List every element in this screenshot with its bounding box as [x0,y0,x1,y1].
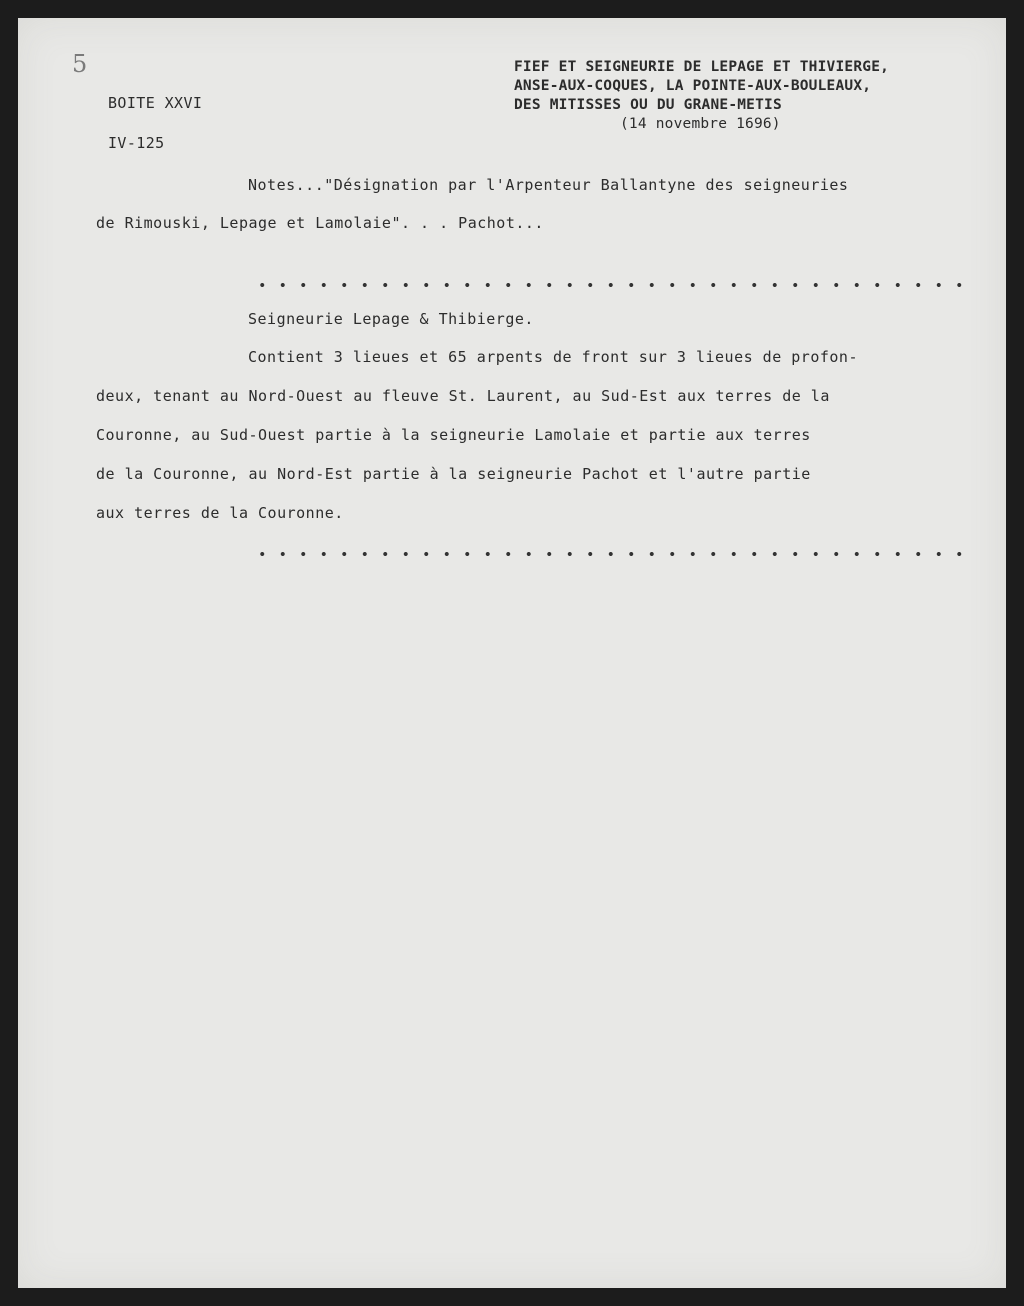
header-line: FIEF ET SEIGNEURIE DE LEPAGE ET THIVIERGE, [514,59,890,75]
section-line: Couronne, au Sud-Ouest partie à la seigneurie Lamolaie et partie aux terres [96,426,811,444]
header-line: DES MITISSES OU DU GRANE-METIS [514,97,782,113]
section-line: deux, tenant au Nord-Ouest au fleuve St. Laurent, au Sud-Est aux terres de la [96,387,830,405]
notes-line: de Rimouski, Lepage et Lamolaie". . . Pachot... [96,214,544,232]
notes-line: Notes..."Désignation par l'Arpenteur Ballantyne des seigneuries [248,176,849,194]
section-title: Seigneurie Lepage & Thibierge. [248,310,534,328]
section-line: Contient 3 lieues et 65 arpents de front sur 3 lieues de profon- [248,348,858,366]
reference-code: IV-125 [108,134,165,152]
section-line: de la Couronne, au Nord-Est partie à la seigneurie Pachot et l'autre partie [96,465,811,483]
document-page [18,18,1006,1288]
document-header [514,58,889,134]
dotted-separator [252,282,972,288]
page-number-handwritten: 5 [72,50,88,78]
header-date: (14 novembre 1696) [620,116,781,132]
header-line: ANSE-AUX-COQUES, LA POINTE-AUX-BOULEAUX, [514,78,872,94]
box-label: BOITE XXVI [108,94,203,112]
section-line: aux terres de la Couronne. [96,504,344,522]
dotted-separator [252,551,972,557]
